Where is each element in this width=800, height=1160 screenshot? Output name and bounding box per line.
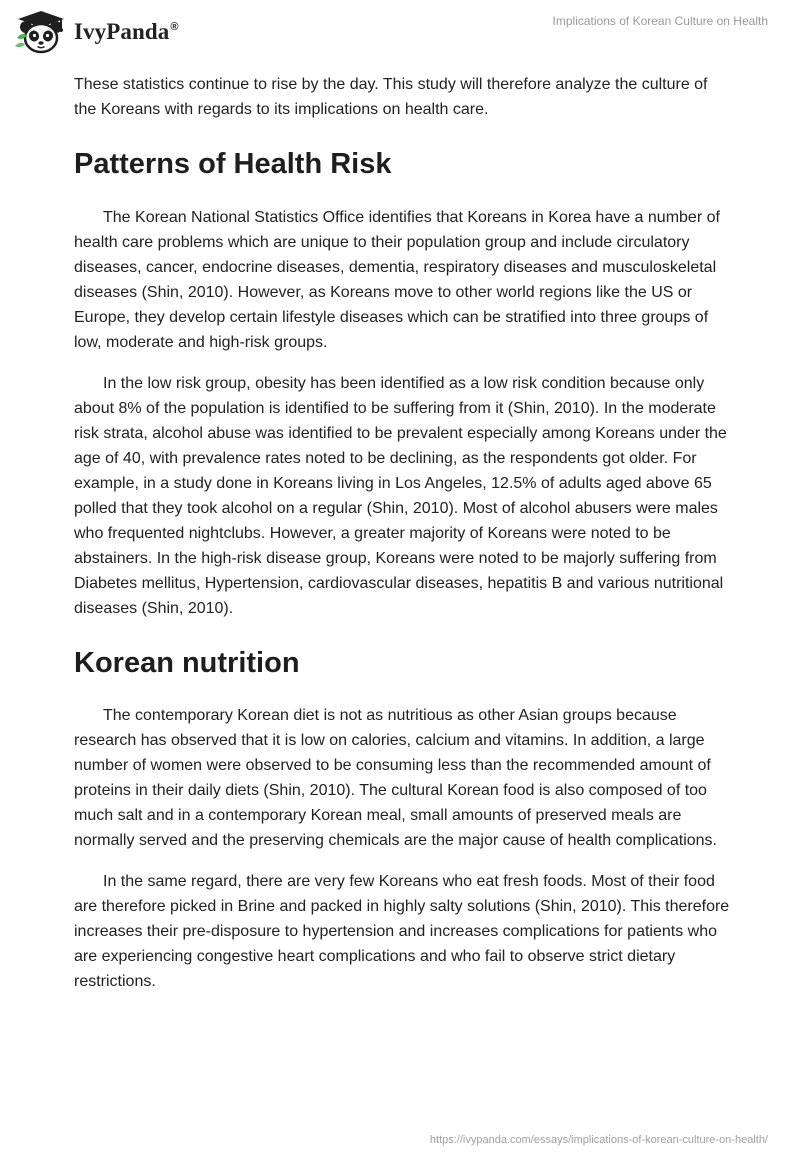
nutrition-paragraph-1: The contemporary Korean diet is not as nutritious as other Asian groups because research has observed that it is low on calories, calcium and vitamins. In addition, a large number of women were observed to be consuming less than the recommended amount of proteins in their daily diets (Shin, 2010). The cultural Korean food is also composed of too much salt and in a contemporary Korean meal, small amounts of preserved meals are normally served and the preserving chemicals are the major cause of health complications. xyxy=(74,707,717,849)
health-risk-paragraph-1: The Korean National Statistics Office identifies that Koreans in Korea have a number of health care problems which are unique to their population group and include circulatory diseases, cancer, endocrine diseases, dementia, respiratory diseases and musculoskeletal diseases (Shin, 2010). However, as Koreans move to other world regions like the US or Europe, they develop certain lifestyle diseases which can be stratified into three groups of low, moderate and high-risk groups. xyxy=(74,209,720,351)
page-header xyxy=(0,0,800,60)
logo-name: IvyPanda xyxy=(74,19,170,44)
source-url-link[interactable]: https://ivypanda.com/essays/implications-of-korean-culture-on-health/ xyxy=(429,1134,768,1146)
logo-registered-mark: ® xyxy=(170,21,179,34)
intro-paragraph: These statistics continue to rise by the day. This study will therefore analyze the culture of the Koreans with regards to its implications on health care. xyxy=(74,76,708,118)
nutrition-paragraph-2: In the same regard, there are very few Koreans who eat fresh foods. Most of their food are therefore picked in Brine and packed in highly salty solutions (Shin, 2010). This therefore increases their pre-disposure to hypertension and increases complications for patients who are experiencing congestive heart complications and who fail to observe strict dietary restrictions. xyxy=(74,873,730,990)
section-heading-health-risk: Patterns of Health Risk xyxy=(74,148,392,180)
document-title: Implications of Korean Culture on Health xyxy=(552,14,768,28)
panda-graduate-icon xyxy=(14,8,68,56)
health-risk-paragraph-2: In the low risk group, obesity has been identified as a low risk condition because only about 8% of the population is identified to be suffering from it (Shin, 2010). In the moderate risk strata, alcohol abuse was identified to be prevalent especially among Koreans under the age of 40, with prevalence rates noted to be declining, as the respondents got older. For example, in a study done in Koreans living in Los Angeles, 12.5% of adults aged above 65 polled that they took alcohol on a regular (Shin, 2010). Most of alcohol abusers were males who frequented nightclubs. However, a greater majority of Koreans were noted to be abstainers. In the high-risk disease group, Koreans were noted to be majorly suffering from Diabetes mellitus, Hypertension, cardiovascular diseases, hepatitis B and various nutritional diseases (Shin, 2010). xyxy=(74,375,727,617)
section-heading-korean-nutrition: Korean nutrition xyxy=(74,647,300,679)
ivypanda-logo[interactable] xyxy=(14,8,179,56)
essay-content xyxy=(74,72,734,994)
logo-wordmark xyxy=(74,19,179,45)
